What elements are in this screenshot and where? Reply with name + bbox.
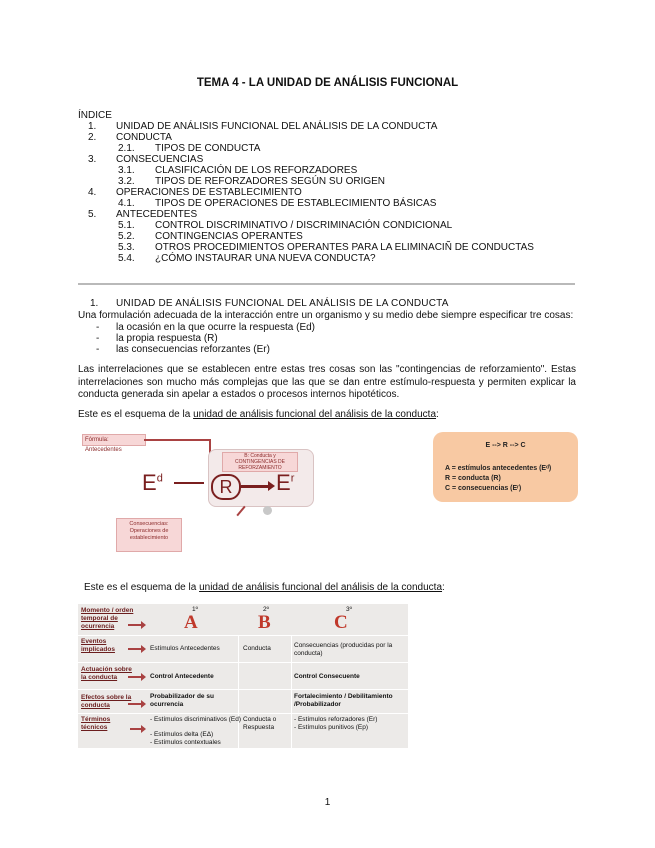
bullet-marker: -	[96, 344, 100, 355]
er-superscript: r	[290, 472, 295, 485]
ed-letter: E	[142, 470, 157, 495]
col-letter-c: C	[334, 612, 348, 633]
bullet-marker: -	[96, 333, 100, 344]
bullet-item: la ocasión en la que ocurre la respuesta (Ed)	[116, 322, 316, 333]
col-num-3: 3º	[346, 606, 352, 613]
r-arrow	[241, 485, 269, 488]
antecedentes-line	[144, 439, 210, 441]
index-item-number: 5.	[88, 209, 97, 220]
page-number: 1	[324, 797, 331, 808]
consecuencias-label: Consecuencias: Operaciones de establecimiento	[116, 518, 182, 552]
arrow-icon	[128, 624, 142, 626]
index-item-label: OPERACIONES DE ESTABLECIMIENTO	[116, 187, 302, 198]
bullet-item: las consecuencias reforzantes (Er)	[116, 344, 270, 355]
index-item-number: 2.1.	[118, 143, 135, 154]
antecedentes-label: Fórmula: Antecedentes	[82, 434, 146, 446]
legend-formula: E --> R --> C	[485, 442, 526, 449]
schema-prefix: Este es el esquema de la	[78, 409, 194, 420]
legend-box	[433, 432, 578, 502]
legend-line: C = consecuencias (Eʳ)	[445, 485, 522, 492]
index-heading: ÍNDICE	[78, 110, 112, 121]
arrow-head-icon	[268, 481, 275, 491]
row-head-eventos: Eventos implicados	[81, 638, 115, 653]
index-item-label: UNIDAD DE ANÁLISIS FUNCIONAL DEL ANÁLISIS DE LA CONDUCTA	[116, 121, 438, 132]
bullet-marker: -	[96, 322, 100, 333]
bullet-item: la propia respuesta (R)	[116, 333, 218, 344]
row-head-efectos: Efectos sobre la conducta	[81, 694, 132, 709]
schema2-link-text: unidad de análisis funcional del análisis de la conducta	[199, 582, 443, 593]
col-divider	[291, 635, 292, 748]
index-item-label: CONSECUENCIAS	[116, 154, 204, 165]
cell-terminos-a: - Estímulos delta (EΔ)	[150, 731, 214, 738]
index-item-label: ANTECEDENTES	[116, 209, 198, 220]
arrow-icon	[128, 703, 142, 705]
index-item-number: 1.	[88, 121, 97, 132]
schema-link-text: unidad de análisis funcional del análisis de la conducta	[193, 409, 437, 420]
cell-efectos-c: Fortalecimiento / Debilitamiento /Probabilizador	[294, 693, 393, 708]
arrow-icon	[130, 728, 142, 730]
section-intro: Una formulación adecuada de la interacción entre un organismo y su medio debe siempre especificar tre cosas:	[78, 310, 574, 321]
section-number: 1.	[90, 298, 99, 309]
legend-line: A = estímulos antecedentes (Eᵈ)	[445, 465, 552, 472]
index-item-number: 3.2.	[118, 176, 135, 187]
r-symbol: R	[211, 474, 241, 500]
cell-terminos-a: - Estímulos discriminativos (Ed)	[150, 716, 242, 723]
cell-eventos-b: Conducta	[243, 645, 271, 652]
cell-actuacion-a: Control Antecedente	[150, 673, 214, 680]
index-item-number: 2.	[88, 132, 97, 143]
schema2-suffix: :	[442, 582, 445, 593]
divider	[78, 283, 575, 285]
cell-terminos-a: - Estímulos contextuales	[150, 739, 221, 746]
cell-efectos-a: Probabilizador de su ocurrencia	[150, 693, 214, 708]
schema-suffix: :	[436, 409, 439, 420]
index-item-number: 5.3.	[118, 242, 135, 253]
row-head-momento: Momento / orden temporal de ocurrencia	[81, 607, 134, 630]
row-divider	[78, 635, 408, 636]
index-item-number: 5.2.	[118, 231, 135, 242]
page-title: TEMA 4 - LA UNIDAD DE ANÁLISIS FUNCIONAL	[196, 77, 459, 89]
col-letter-b: B	[258, 612, 271, 633]
cell-terminos-b: Conducta o Respuesta	[243, 716, 277, 731]
index-item-label: CONDUCTA	[116, 132, 172, 143]
ed-symbol	[142, 470, 163, 496]
col-num-1: 1º	[192, 606, 198, 613]
er-symbol	[276, 470, 294, 496]
index-item-number: 3.	[88, 154, 97, 165]
index-item-number: 4.	[88, 187, 97, 198]
functional-analysis-table	[78, 604, 408, 748]
index-item-label: CONTINGENCIAS OPERANTES	[155, 231, 303, 242]
index-item-number: 5.4.	[118, 253, 135, 264]
consequence-connector	[236, 506, 245, 516]
functional-analysis-diagram	[78, 430, 333, 552]
cell-eventos-a: Estímulos Antecedentes	[150, 645, 220, 652]
legend-line: R = conducta (R)	[445, 475, 501, 482]
schema-sentence-2	[84, 582, 445, 593]
row-head-actuacion: Actuación sobre la conducta	[81, 666, 132, 681]
cell-terminos-c: - Estímulos reforzadores (Er)	[294, 716, 378, 723]
row-divider	[78, 689, 408, 690]
index-item-number: 5.1.	[118, 220, 135, 231]
contingency-label: B: Conducta y CONTINGENCIAS DE REFORZAMIENTO	[222, 452, 298, 472]
schema-sentence	[78, 409, 439, 420]
index-item-label: TIPOS DE REFORZADORES SEGÚN SU ORIGEN	[155, 176, 386, 187]
row-divider	[78, 713, 408, 714]
cell-eventos-c: Consecuencias (producidas por la conducta)	[294, 642, 393, 657]
arrow-icon	[128, 648, 142, 650]
row-head-terminos: Términos técnicos	[81, 716, 111, 731]
cell-terminos-c: - Estímulos punitivos (Ep)	[294, 724, 369, 731]
ed-arrow	[174, 482, 204, 484]
cell-actuacion-c: Control Consecuente	[294, 673, 360, 680]
er-letter: E	[276, 470, 291, 495]
section-heading: UNIDAD DE ANÁLISIS FUNCIONAL DEL ANÁLISIS DE LA CONDUCTA	[116, 298, 449, 309]
ed-superscript: d	[156, 472, 163, 485]
index-item-label: ¿CÓMO INSTAURAR UNA NUEVA CONDUCTA?	[155, 253, 376, 264]
index-item-label: CONTROL DISCRIMINATIVO / DISCRIMINACIÓN CONDICIONAL	[155, 220, 453, 231]
index-item-label: TIPOS DE OPERACIONES DE ESTABLECIMIENTO BÁSICAS	[155, 198, 437, 209]
paragraph: Las interrelaciones que se establecen entre estas tres cosas son las "contingencias de reforzamiento". Estas interrelaciones son mucho más complejas que las que se dan entre estímulo-respuesta y permiten explicar la conducta generada sin apelar a estados o procesos internos hipotéticos.	[78, 364, 576, 400]
index-item-label: TIPOS DE CONDUCTA	[155, 143, 261, 154]
arrow-icon	[128, 676, 142, 678]
col-divider	[238, 635, 239, 748]
dot-icon	[263, 506, 272, 515]
index-item-label: OTROS PROCEDIMIENTOS OPERANTES PARA LA ELIMINACIÑ DE CONDUCTAS	[155, 242, 534, 253]
index-item-number: 3.1.	[118, 165, 135, 176]
schema2-prefix: Este es el esquema de la	[84, 582, 200, 593]
index-item-number: 4.1.	[118, 198, 135, 209]
col-letter-a: A	[184, 612, 198, 633]
row-divider	[78, 662, 408, 663]
col-num-2: 2º	[263, 606, 269, 613]
index-item-label: CLASIFICACIÓN DE LOS REFORZADORES	[155, 165, 358, 176]
